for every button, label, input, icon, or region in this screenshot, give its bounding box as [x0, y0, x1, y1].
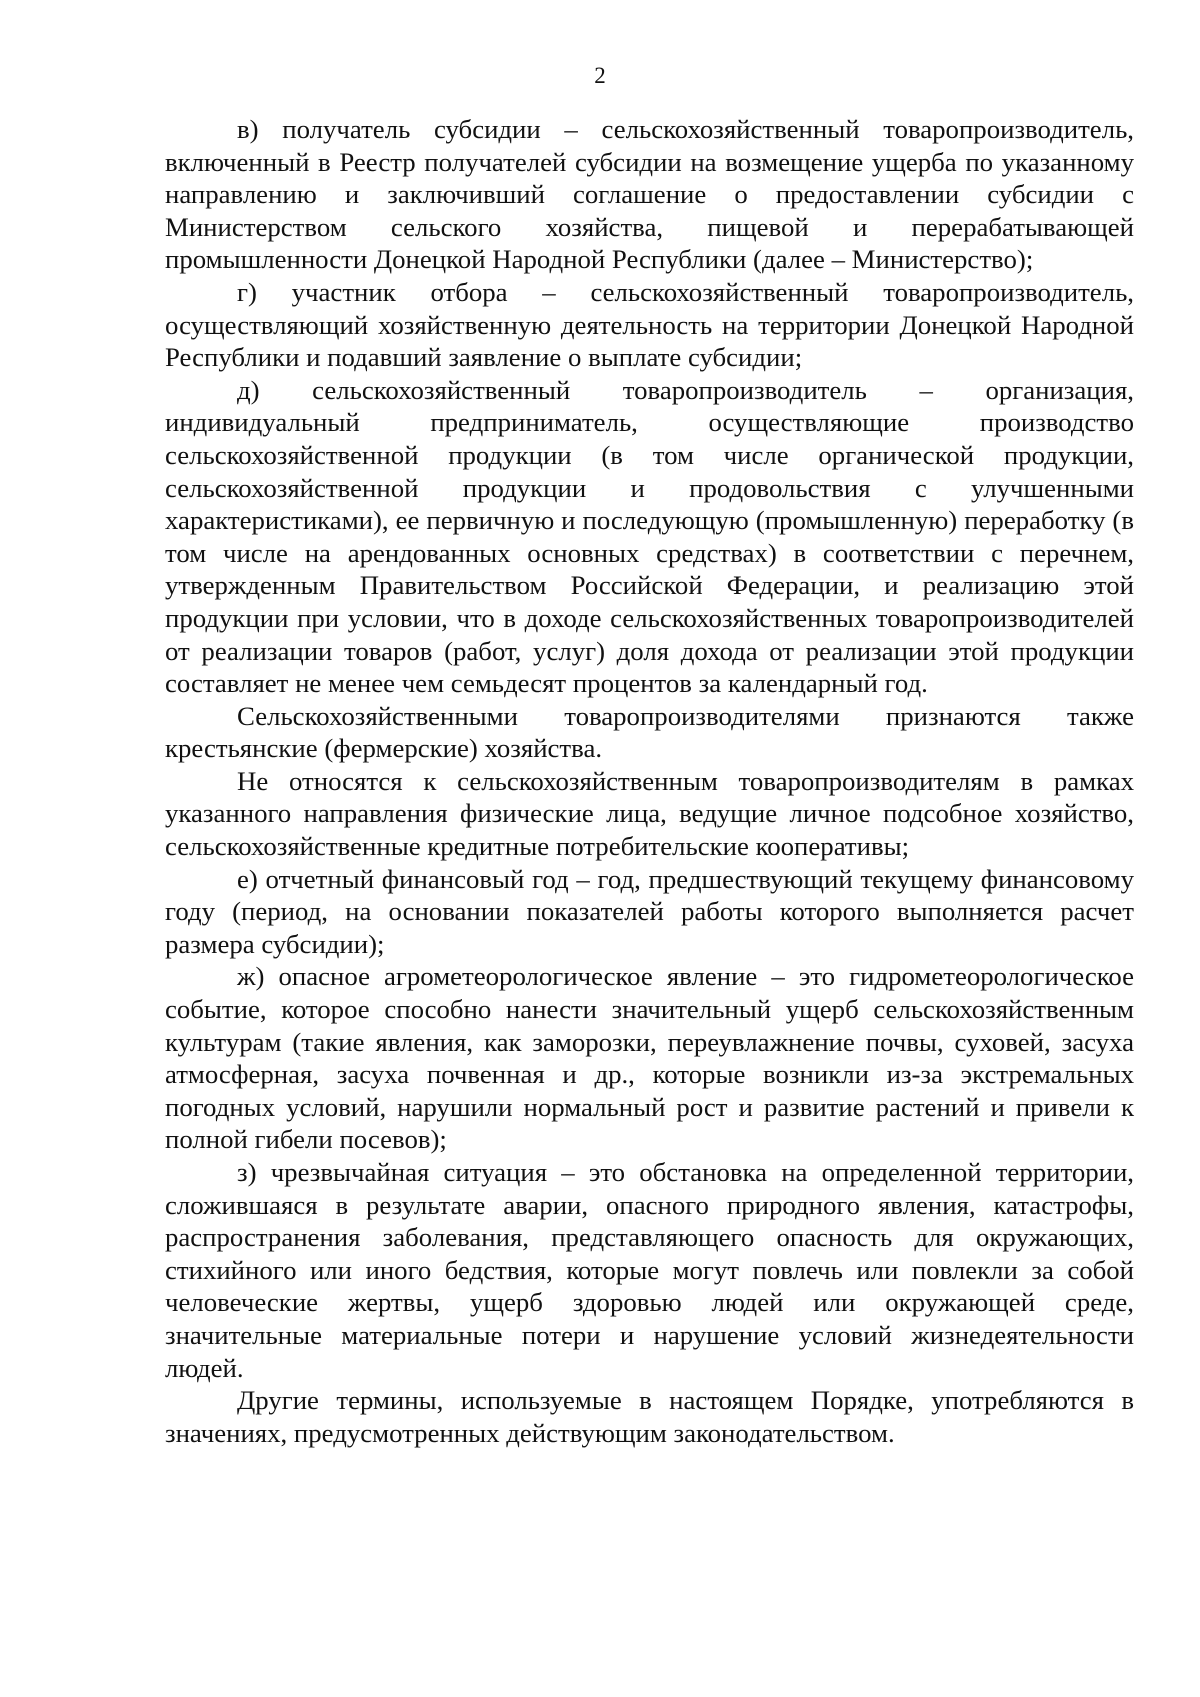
paragraph-participant-definition: г) участник отбора – сельскохозяйственный товаропроизводитель, осуществляющий хозяйственную деятельность на территории Донецкой Народной Республики и подавший заявление о выплате субсидии; — [165, 276, 1134, 373]
paragraph-exclusions: Не относятся к сельскохозяйственным товаропроизводителям в рамках указанного направления физические лица, ведущие личное подсобное хозяйство, сельскохозяйственные кредитные потребительские кооперативы; — [165, 765, 1134, 862]
paragraph-reporting-year-definition: е) отчетный финансовый год – год, предшествующий текущему финансовому году (период, на основании показателей работы которого выполняется расчет размера субсидии); — [165, 863, 1134, 959]
paragraph-other-terms: Другие термины, используемые в настоящем Порядке, употребляются в значениях, предусмотренных действующим законодательством. — [165, 1385, 1134, 1448]
paragraph-recipient-definition: в) получатель субсидии – сельскохозяйственный товаропроизводитель, включенный в Реестр получателей субсидии на возмещение ущерба по указанному направлению и заключивший соглашение о предоставлении субсидии с Министерством сельского хозяйства, пищевой и перерабатывающей промышленности Донецкой Народной Республики (далее – Министерство); — [165, 114, 1134, 275]
paragraph-farms-recognized: Сельскохозяйственными товаропроизводителями признаются также крестьянские (фермерские) хозяйства. — [165, 700, 1134, 764]
document-body — [165, 113, 1134, 1449]
paragraph-hazard-definition: ж) опасное агрометеорологическое явление – это гидрометеорологическое событие, которое способно нанести значительный ущерб сельскохозяйственным культурам (такие явления, как заморозки, переувлажнение почвы, суховей, засуха атмосферная, засуха почвенная и др., которые возникли из-за экстремальных погодных условий, нарушили нормальный рост и развитие растений и привели к полной гибели посевов); — [165, 961, 1134, 1155]
page-number: 2 — [594, 63, 606, 88]
paragraph-emergency-definition: з) чрезвычайная ситуация – это обстановка на определенной территории, сложившаяся в результате аварии, опасного природного явления, катастрофы, распространения заболевания, представляющего опасность для окружающих, стихийного или иного бедствия, которые могут повлечь или повлекли за собой человеческие жертвы, ущерб здоровью людей или окружающей среде, значительные материальные потери и нарушение условий жизнедеятельности людей. — [165, 1157, 1134, 1383]
paragraph-producer-definition: д) сельскохозяйственный товаропроизводитель – организация, индивидуальный предприниматель, осуществляющие производство сельскохозяйственной продукции (в том числе органической продукции, сельскохозяйственной продукции и продовольствия с улучшенными характеристиками), ее первичную и последующую (промышленную) переработку (в том числе на арендованных основных средствах) в соответствии с перечнем, утвержденным Правительством Российской Федерации, и реализацию этой продукции при условии, что в доходе сельскохозяйственных товаропроизводителей от реализации товаров (работ, услуг) доля дохода от реализации этой продукции составляет не менее чем семьдесят процентов за календарный год. — [165, 374, 1134, 699]
